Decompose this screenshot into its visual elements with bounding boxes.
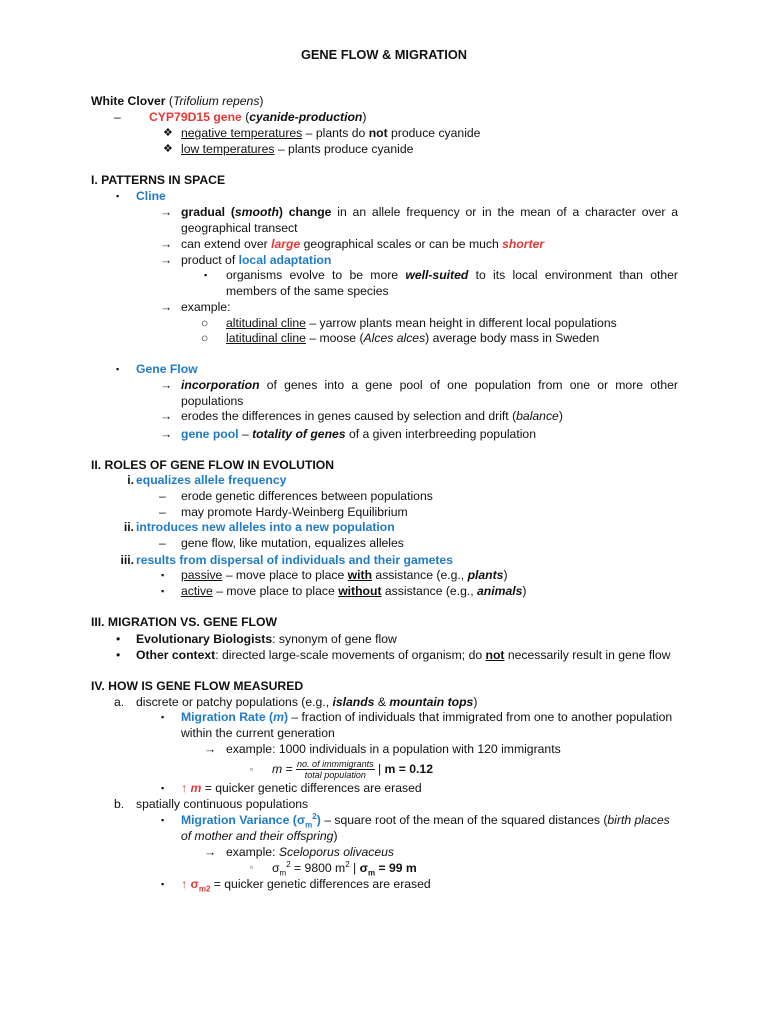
square-bullet-icon: ▪ [116, 364, 120, 374]
text-blue: ) [283, 710, 288, 724]
text: – yarrow plants mean height in different local populations [305, 316, 617, 330]
item-bold: not [368, 126, 388, 140]
text: & [374, 695, 390, 709]
text-red: m [190, 781, 202, 795]
diamond-bullet-icon: ❖ [163, 127, 173, 139]
square-bullet-icon: ▪ [161, 879, 165, 889]
cline-term: Cline [136, 189, 166, 203]
text-red: σ [190, 877, 199, 891]
text-bold-italic: well-suited [405, 268, 469, 282]
migration-point-2 [136, 647, 670, 663]
text: discrete or patchy populations (e.g., [136, 695, 333, 709]
up-arrow-icon: ↑ [181, 781, 188, 795]
role-3-item-active [181, 583, 526, 599]
roman-numeral: iii. [120, 553, 134, 567]
gene-item-2 [181, 141, 413, 157]
roman-numeral: ii. [123, 520, 134, 534]
page-title: GENE FLOW & MIGRATION [300, 47, 468, 62]
migration-rate-def [181, 709, 681, 741]
arrow-icon: → [160, 253, 173, 267]
text-underline: active [181, 584, 213, 598]
arrow-icon: → [204, 742, 217, 756]
example-1 [226, 315, 617, 331]
text-blue: local adaptation [238, 253, 332, 267]
migration-variance-value [272, 860, 417, 876]
text: to its local environment than other members of the same species [226, 268, 678, 298]
text-bold: σ [359, 861, 368, 875]
text: – [238, 427, 253, 441]
text-blue: Migration Variance [181, 813, 290, 827]
diamond-bullet-icon: ❖ [163, 143, 173, 155]
gene-name: CYP79D15 gene [149, 110, 242, 124]
arrow-icon: → [160, 300, 173, 314]
cline-point-3 [181, 252, 331, 268]
letter-marker: a. [114, 695, 125, 709]
item-text: – plants produce cyanide [274, 142, 414, 156]
bullet-icon: • [116, 648, 121, 662]
item-underline: negative temperatures [181, 126, 303, 140]
square-bullet-icon: ▪ [161, 783, 165, 793]
role-1-item: erode genetic differences between populations [181, 489, 433, 503]
text-bold: gradual ( [181, 205, 235, 219]
measure-b: spatially continuous populations [136, 797, 309, 811]
text-bold-underline: with [347, 568, 373, 582]
text: – fraction of individuals that immigrated from one to another population within the current generation [181, 710, 673, 740]
text-blue-sub: m [305, 820, 313, 830]
gene-flow-point-2 [181, 408, 563, 424]
gene-flow-term: Gene Flow [136, 362, 198, 376]
example-2 [226, 330, 599, 346]
migration-variance-example [226, 844, 394, 860]
text: erodes the differences in genes caused by selection and drift ( [181, 409, 517, 423]
text-bold-italic: plants [467, 568, 504, 582]
arrow-icon: → [160, 237, 173, 251]
text: : directed large-scale movements of organism; do [215, 648, 486, 662]
text-bold-italic: mountain tops [389, 695, 474, 709]
text: ) [333, 829, 338, 843]
equation-result: m = 0.12 [384, 762, 433, 776]
text: of genes into a gene pool of one population from one or more other populations [181, 378, 678, 408]
text: assistance (e.g., [372, 568, 468, 582]
migration-rate-effect [181, 780, 422, 796]
text-bold: Other context [136, 648, 216, 662]
item-underline: low temperatures [181, 142, 275, 156]
dash-bullet: – [159, 489, 166, 503]
roman-numeral: i. [127, 473, 134, 487]
gene-function: cyanide-production [249, 110, 363, 124]
arrow-icon: → [204, 845, 217, 859]
text: – square root of the mean of the squared distances ( [320, 813, 608, 827]
square-bullet-icon: ▪ [161, 570, 165, 580]
dash-bullet: – [114, 110, 121, 124]
small-square-bullet-icon: ▫ [250, 765, 253, 774]
gene-flow-point-3 [181, 426, 536, 442]
text-underline: passive [181, 568, 223, 582]
migration-variance-def [181, 812, 681, 844]
text-underline: latitudinal cline [226, 331, 306, 345]
text-sup: 2 [345, 859, 350, 869]
text: | [349, 861, 360, 875]
text-bold: ) change [278, 205, 332, 219]
text-sup: 2 [286, 859, 291, 869]
circle-bullet-icon: ○ [201, 316, 209, 330]
text-blue: (σ [289, 813, 306, 827]
text-bold: = 99 m [375, 861, 417, 875]
text: assistance (e.g., [381, 584, 478, 598]
text-red: shorter [502, 237, 545, 251]
text: | [374, 762, 385, 776]
fraction-numerator: no. of immmigrants [297, 759, 374, 770]
text: = quicker genetic differences are erased [201, 781, 422, 795]
arrow-icon: → [160, 205, 173, 219]
arrow-icon: → [160, 409, 173, 423]
text: necessarily result in gene flow [504, 648, 671, 662]
text: geographical scales or can be much [300, 237, 503, 251]
text-italic: balance [516, 409, 559, 423]
text: ) average body mass in Sweden [425, 331, 600, 345]
migration-variance-effect [181, 876, 431, 892]
text: : synonym of gene flow [272, 632, 397, 646]
role-2-item: gene flow, like mutation, equalizes alleles [181, 536, 404, 550]
intro-species-line: White Clover (Trifolium repens) [91, 94, 264, 108]
section-heading: IV. HOW IS GENE FLOW MEASURED [91, 679, 304, 693]
text-bold-underline: without [338, 584, 382, 598]
text: ) [503, 568, 508, 582]
role-1-item: may promote Hardy-Weinberg Equilibrium [181, 505, 408, 519]
text-blue-sup: 2 [312, 811, 317, 821]
small-square-bullet-icon: ▫ [250, 863, 253, 872]
equation-lhs: m = [272, 762, 293, 776]
text: = 9800 m [290, 861, 346, 875]
square-bullet-icon: ▪ [204, 270, 208, 280]
text-italic: birth places of mother and their offspring [181, 813, 670, 843]
gene-line: CYP79D15 gene (cyanide-production) [149, 110, 367, 124]
cline-point-4: example: [181, 300, 231, 314]
text-red-sub: m2 [198, 884, 211, 894]
text-sub: m [279, 868, 287, 878]
square-bullet-icon: ▪ [116, 191, 120, 201]
section-heading: II. ROLES OF GENE FLOW IN EVOLUTION [91, 458, 335, 472]
text-italic: Alces alces [363, 331, 426, 345]
text: can extend over [181, 237, 272, 251]
text-blue: ( [265, 710, 274, 724]
text: – moose ( [305, 331, 364, 345]
text-blue: gene pool [181, 427, 239, 441]
up-arrow-icon: ↑ [181, 877, 188, 891]
species-name: White Clover [91, 94, 166, 108]
text-bold-italic: incorporation [181, 378, 260, 392]
bullet-icon: • [116, 632, 121, 646]
text: ) [473, 695, 478, 709]
letter-marker: b. [114, 797, 125, 811]
text-red: large [271, 237, 301, 251]
item-text: produce cyanide [387, 126, 481, 140]
arrow-icon: → [160, 378, 173, 392]
text-bold-sub: m [367, 868, 376, 878]
square-bullet-icon: ▪ [161, 712, 165, 722]
cline-subpoint [226, 267, 678, 299]
text: = quicker genetic differences are erased [210, 877, 431, 891]
fraction-denominator: total population [304, 770, 366, 781]
square-bullet-icon: ▪ [161, 815, 165, 825]
text: – move place to place [212, 584, 339, 598]
migration-point-1 [136, 631, 397, 647]
dash-bullet: – [159, 536, 166, 550]
text: example: [226, 845, 279, 859]
role-2: introduces new alleles into a new population [136, 520, 395, 534]
text: organisms evolve to be more [226, 268, 406, 282]
text: product of [181, 253, 239, 267]
text-bold-italic: totality of genes [252, 427, 346, 441]
text-bold-italic: smooth [234, 205, 279, 219]
cline-point-1 [181, 204, 678, 236]
cline-point-2 [181, 236, 544, 252]
text-bold-italic: islands [332, 695, 375, 709]
text-blue: Migration Rate [181, 710, 266, 724]
item-text: – plants do [302, 126, 369, 140]
role-3: results from dispersal of individuals and their gametes [136, 553, 453, 567]
text: σ [272, 861, 280, 875]
text-blue: ) [316, 813, 321, 827]
measure-a [136, 694, 477, 710]
text: in an allele frequency or in the mean of a character over a geographical transect [181, 205, 678, 235]
text: – move place to place [222, 568, 348, 582]
text: ) [558, 409, 563, 423]
equation-fraction [296, 759, 375, 780]
gene-item-1 [181, 125, 480, 141]
role-3-item-passive [181, 567, 508, 583]
species-scientific-name: Trifolium repens [172, 94, 260, 108]
section-heading: I. PATTERNS IN SPACE [91, 173, 226, 187]
square-bullet-icon: ▪ [161, 586, 165, 596]
section-heading: III. MIGRATION VS. GENE FLOW [91, 615, 277, 629]
migration-rate-example: example: 1000 individuals in a population with 120 immigrants [226, 742, 561, 756]
text-underline: altitudinal cline [226, 316, 306, 330]
gene-flow-point-1 [181, 377, 678, 409]
text: of a given interbreeding population [345, 427, 536, 441]
role-1: equalizes allele frequency [136, 473, 287, 487]
circle-bullet-icon: ○ [201, 331, 209, 345]
text-bold-italic: animals [477, 584, 523, 598]
text-bold: Evolutionary Biologists [136, 632, 273, 646]
text-blue-italic: m [273, 710, 284, 724]
arrow-icon: → [160, 427, 173, 441]
text-italic: Sceloporus olivaceus [278, 845, 395, 859]
dash-bullet: – [159, 505, 166, 519]
text: ) [522, 584, 527, 598]
text-bold-underline: not [485, 648, 505, 662]
